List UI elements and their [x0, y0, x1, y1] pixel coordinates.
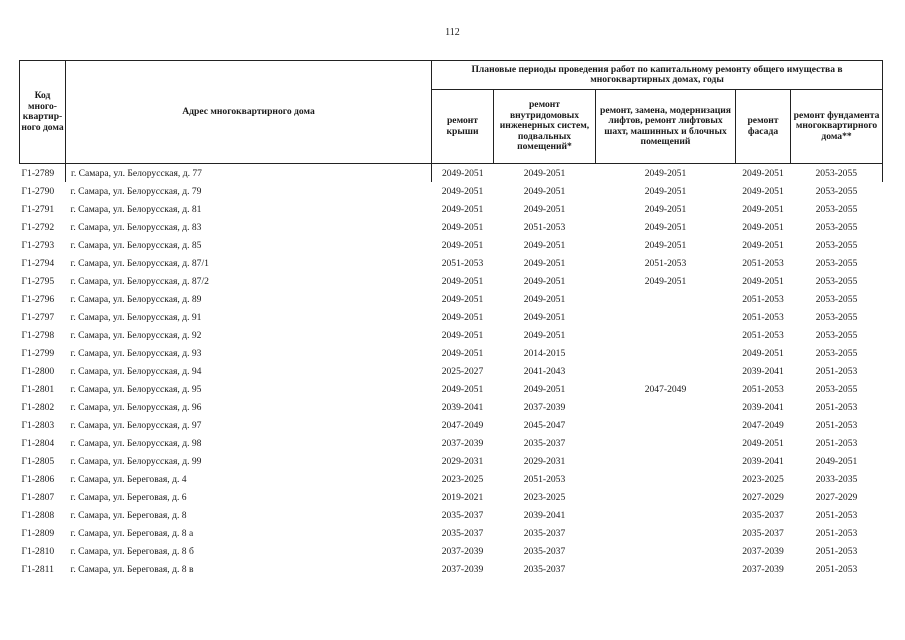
cell-address: г. Самара, ул. Белорусская, д. 89: [70, 293, 202, 305]
cell-address: г. Самара, ул. Белорусская, д. 99: [70, 455, 202, 467]
header-periods: Плановые периоды проведения работ по капитальному ремонту общего имущества в многоквартирных домах, годы: [432, 61, 883, 90]
table-row: [20, 452, 883, 470]
table-row: [20, 542, 883, 560]
cell-address: г. Самара, ул. Белорусская, д. 95: [70, 383, 202, 395]
cell-address: г. Самара, ул. Береговая, д. 8 б: [70, 545, 194, 557]
cell-systems: 2035-2037: [523, 563, 566, 575]
cell-facade: 2051-2053: [742, 257, 784, 269]
cell-code: Г1-2791: [21, 203, 55, 215]
table-row: [20, 524, 883, 542]
cell-foundation: 2053-2055: [815, 347, 858, 359]
cell-code: Г1-2795: [21, 275, 55, 287]
cell-roof: 2049-2051: [441, 203, 484, 215]
page-number: 112: [445, 27, 460, 38]
cell-facade: 2049-2051: [742, 239, 784, 251]
cell-address: г. Самара, ул. Белорусская, д. 79: [70, 185, 202, 197]
cell-facade: 2049-2051: [736, 164, 791, 183]
cell-foundation: 2051-2053: [815, 437, 858, 449]
cell-code: Г1-2806: [21, 473, 55, 485]
cell-lifts: [596, 434, 736, 452]
cell-roof: 2029-2031: [441, 455, 484, 467]
cell-roof: 2049-2051: [441, 239, 484, 251]
cell-address: г. Самара, ул. Береговая, д. 4: [70, 473, 187, 485]
header-foundation: ремонт фундамента многоквартирного дома**: [791, 90, 883, 164]
cell-systems: 2051-2053: [523, 221, 566, 233]
cell-systems: 2049-2051: [523, 275, 566, 287]
cell-code: Г1-2810: [21, 545, 55, 557]
cell-roof: 2035-2037: [441, 509, 484, 521]
cell-roof: 2037-2039: [441, 563, 484, 575]
header-roof: ремонт крыши: [432, 90, 494, 164]
cell-foundation: 2053-2055: [815, 203, 858, 215]
cell-code: Г1-2789: [20, 164, 66, 183]
cell-roof: 2037-2039: [441, 437, 484, 449]
cell-facade: 2049-2051: [742, 275, 784, 287]
cell-code: Г1-2803: [21, 419, 55, 431]
cell-systems: 2039-2041: [523, 509, 566, 521]
cell-systems: 2049-2051: [523, 239, 566, 251]
cell-address: г. Самара, ул. Белорусская, д. 98: [70, 437, 202, 449]
cell-lifts: [596, 290, 736, 308]
cell-systems: 2035-2037: [523, 527, 566, 539]
cell-lifts: [596, 308, 736, 326]
cell-systems: 2014-2015: [523, 347, 566, 359]
cell-systems: 2035-2037: [523, 545, 566, 557]
cell-foundation: 2053-2055: [815, 275, 858, 287]
table-row: [20, 164, 883, 183]
cell-systems: 2049-2051: [523, 257, 566, 269]
cell-roof: 2019-2021: [441, 491, 484, 503]
table-row: [20, 380, 883, 398]
header-code: Код много-квартир-ного дома: [20, 61, 66, 164]
cell-foundation: 2049-2051: [815, 455, 858, 467]
cell-foundation: 2051-2053: [815, 563, 858, 575]
cell-code: Г1-2802: [21, 401, 55, 413]
cell-foundation: 2051-2053: [815, 401, 858, 413]
cell-systems: 2049-2051: [523, 383, 566, 395]
cell-foundation: 2053-2055: [815, 185, 858, 197]
table-row: [20, 218, 883, 236]
cell-address: г. Самара, ул. Белорусская, д. 96: [70, 401, 202, 413]
cell-facade: 2051-2053: [742, 293, 784, 305]
cell-systems: 2051-2053: [523, 473, 566, 485]
cell-foundation: 2053-2055: [815, 311, 858, 323]
table-row: [20, 254, 883, 272]
cell-systems: 2049-2051: [523, 185, 566, 197]
cell-lifts: 2049-2051: [644, 221, 687, 233]
cell-lifts: [596, 542, 736, 560]
cell-roof: 2049-2051: [441, 383, 484, 395]
cell-lifts: [596, 362, 736, 380]
cell-foundation: 2051-2053: [815, 365, 858, 377]
cell-systems: 2029-2031: [523, 455, 566, 467]
cell-code: Г1-2808: [21, 509, 55, 521]
header-lifts: ремонт, замена, модернизация лифтов, ремонт лифтовых шахт, машинных и блочных помещений: [596, 90, 736, 164]
table-row: [20, 182, 883, 200]
table-row: [20, 434, 883, 452]
cell-code: Г1-2805: [21, 455, 55, 467]
cell-address: г. Самара, ул. Белорусская, д. 83: [70, 221, 202, 233]
cell-code: Г1-2797: [21, 311, 55, 323]
cell-lifts: 2051-2053: [644, 257, 687, 269]
cell-address: г. Самара, ул. Белорусская, д. 97: [70, 419, 202, 431]
cell-lifts: [596, 506, 736, 524]
cell-lifts: [596, 398, 736, 416]
cell-lifts: 2049-2051: [644, 275, 687, 287]
cell-address: г. Самара, ул. Белорусская, д. 91: [70, 311, 202, 323]
cell-systems: 2037-2039: [523, 401, 566, 413]
cell-facade: 2047-2049: [742, 419, 784, 431]
cell-facade: 2039-2041: [742, 365, 784, 377]
cell-foundation: 2053-2055: [791, 164, 883, 183]
cell-lifts: 2049-2051: [596, 164, 736, 183]
cell-lifts: [596, 488, 736, 506]
cell-foundation: 2053-2055: [815, 239, 858, 251]
cell-lifts: [596, 560, 736, 578]
cell-lifts: 2049-2051: [644, 203, 687, 215]
table-row: [20, 272, 883, 290]
cell-lifts: [596, 326, 736, 344]
cell-roof: 2047-2049: [441, 419, 484, 431]
cell-foundation: 2053-2055: [815, 221, 858, 233]
cell-lifts: [596, 470, 736, 488]
table-row: [20, 200, 883, 218]
cell-facade: 2037-2039: [742, 545, 784, 557]
table-row: [20, 290, 883, 308]
cell-foundation: 2051-2053: [815, 419, 858, 431]
table-row: [20, 488, 883, 506]
cell-foundation: 2053-2055: [815, 383, 858, 395]
cell-foundation: 2053-2055: [815, 257, 858, 269]
cell-roof: 2049-2051: [441, 221, 484, 233]
cell-roof: 2049-2051: [441, 275, 484, 287]
cell-facade: 2049-2051: [742, 347, 784, 359]
cell-facade: 2049-2051: [742, 185, 784, 197]
cell-address: г. Самара, ул. Береговая, д. 8: [70, 509, 187, 521]
cell-roof: 2023-2025: [441, 473, 484, 485]
cell-roof: 2049-2051: [432, 164, 494, 183]
cell-roof: 2039-2041: [441, 401, 484, 413]
cell-roof: 2049-2051: [441, 293, 484, 305]
cell-systems: 2049-2051: [523, 329, 566, 341]
cell-code: Г1-2811: [21, 563, 54, 575]
cell-address: г. Самара, ул. Береговая, д. 6: [70, 491, 187, 503]
table-body: [20, 164, 883, 579]
cell-lifts: [596, 416, 736, 434]
cell-foundation: 2053-2055: [815, 329, 858, 341]
cell-facade: 2035-2037: [742, 509, 784, 521]
cell-code: Г1-2801: [21, 383, 55, 395]
cell-address: г. Самара, ул. Белорусская, д. 92: [70, 329, 202, 341]
table-row: [20, 506, 883, 524]
cell-systems: 2035-2037: [523, 437, 566, 449]
cell-address: г. Самара, ул. Белорусская, д. 87/2: [70, 275, 209, 287]
cell-facade: 2039-2041: [742, 455, 784, 467]
cell-roof: 2037-2039: [441, 545, 484, 557]
cell-roof: 2049-2051: [441, 185, 484, 197]
cell-facade: 2023-2025: [742, 473, 784, 485]
cell-systems: 2045-2047: [523, 419, 566, 431]
cell-code: Г1-2799: [21, 347, 55, 359]
cell-code: Г1-2807: [21, 491, 55, 503]
cell-facade: 2049-2051: [742, 221, 784, 233]
cell-lifts: 2047-2049: [644, 383, 687, 395]
cell-facade: 2049-2051: [742, 437, 784, 449]
header-systems: ремонт внутридомовых инженерных систем, подвальных помещений*: [494, 90, 596, 164]
cell-code: Г1-2790: [21, 185, 55, 197]
cell-address: г. Самара, ул. Белорусская, д. 85: [70, 239, 202, 251]
cell-systems: 2049-2051: [523, 203, 566, 215]
cell-foundation: 2051-2053: [815, 527, 858, 539]
cell-systems: 2023-2025: [523, 491, 566, 503]
cell-foundation: 2033-2035: [815, 473, 858, 485]
cell-roof: 2035-2037: [441, 527, 484, 539]
cell-lifts: 2049-2051: [644, 239, 687, 251]
cell-code: Г1-2800: [21, 365, 55, 377]
cell-foundation: 2027-2029: [815, 491, 858, 503]
cell-code: Г1-2809: [21, 527, 55, 539]
cell-foundation: 2051-2053: [815, 545, 858, 557]
cell-facade: 2027-2029: [742, 491, 784, 503]
cell-lifts: 2049-2051: [644, 185, 687, 197]
cell-lifts: [596, 524, 736, 542]
cell-facade: 2051-2053: [742, 311, 784, 323]
table-row: [20, 236, 883, 254]
cell-address: г. Самара, ул. Белорусская, д. 93: [70, 347, 202, 359]
repair-schedule-table: [19, 60, 883, 578]
cell-address: г. Самара, ул. Белорусская, д. 77: [66, 164, 432, 183]
cell-address: г. Самара, ул. Белорусская, д. 81: [70, 203, 202, 215]
cell-code: Г1-2804: [21, 437, 55, 449]
cell-systems: 2049-2051: [494, 164, 596, 183]
cell-facade: 2035-2037: [742, 527, 784, 539]
table-row: [20, 560, 883, 578]
cell-foundation: 2051-2053: [815, 509, 858, 521]
cell-code: Г1-2793: [21, 239, 55, 251]
cell-facade: 2051-2053: [742, 383, 784, 395]
cell-roof: 2051-2053: [441, 257, 484, 269]
cell-address: г. Самара, ул. Белорусская, д. 87/1: [70, 257, 209, 269]
cell-code: Г1-2792: [21, 221, 55, 233]
cell-lifts: [596, 452, 736, 470]
table-row: [20, 344, 883, 362]
cell-code: Г1-2798: [21, 329, 55, 341]
table-row: [20, 470, 883, 488]
cell-roof: 2049-2051: [441, 311, 484, 323]
cell-code: Г1-2794: [21, 257, 55, 269]
cell-code: Г1-2796: [21, 293, 55, 305]
header-address: Адрес многоквартирного дома: [66, 61, 432, 164]
table-row: [20, 416, 883, 434]
table-row: [20, 398, 883, 416]
cell-address: г. Самара, ул. Береговая, д. 8 а: [70, 527, 194, 539]
cell-facade: 2039-2041: [742, 401, 784, 413]
cell-address: г. Самара, ул. Береговая, д. 8 в: [70, 563, 194, 575]
cell-facade: 2037-2039: [742, 563, 784, 575]
table-row: [20, 308, 883, 326]
header-row-top: [20, 61, 883, 90]
cell-systems: 2041-2043: [523, 365, 566, 377]
cell-systems: 2049-2051: [523, 293, 566, 305]
cell-roof: 2025-2027: [441, 365, 484, 377]
cell-systems: 2049-2051: [523, 311, 566, 323]
header-facade: ремонт фасада: [736, 90, 791, 164]
cell-address: г. Самара, ул. Белорусская, д. 94: [70, 365, 202, 377]
cell-foundation: 2053-2055: [815, 293, 858, 305]
cell-roof: 2049-2051: [441, 329, 484, 341]
cell-roof: 2049-2051: [441, 347, 484, 359]
cell-facade: 2051-2053: [742, 329, 784, 341]
cell-facade: 2049-2051: [742, 203, 784, 215]
cell-lifts: [596, 344, 736, 362]
table-row: [20, 362, 883, 380]
table-row: [20, 326, 883, 344]
